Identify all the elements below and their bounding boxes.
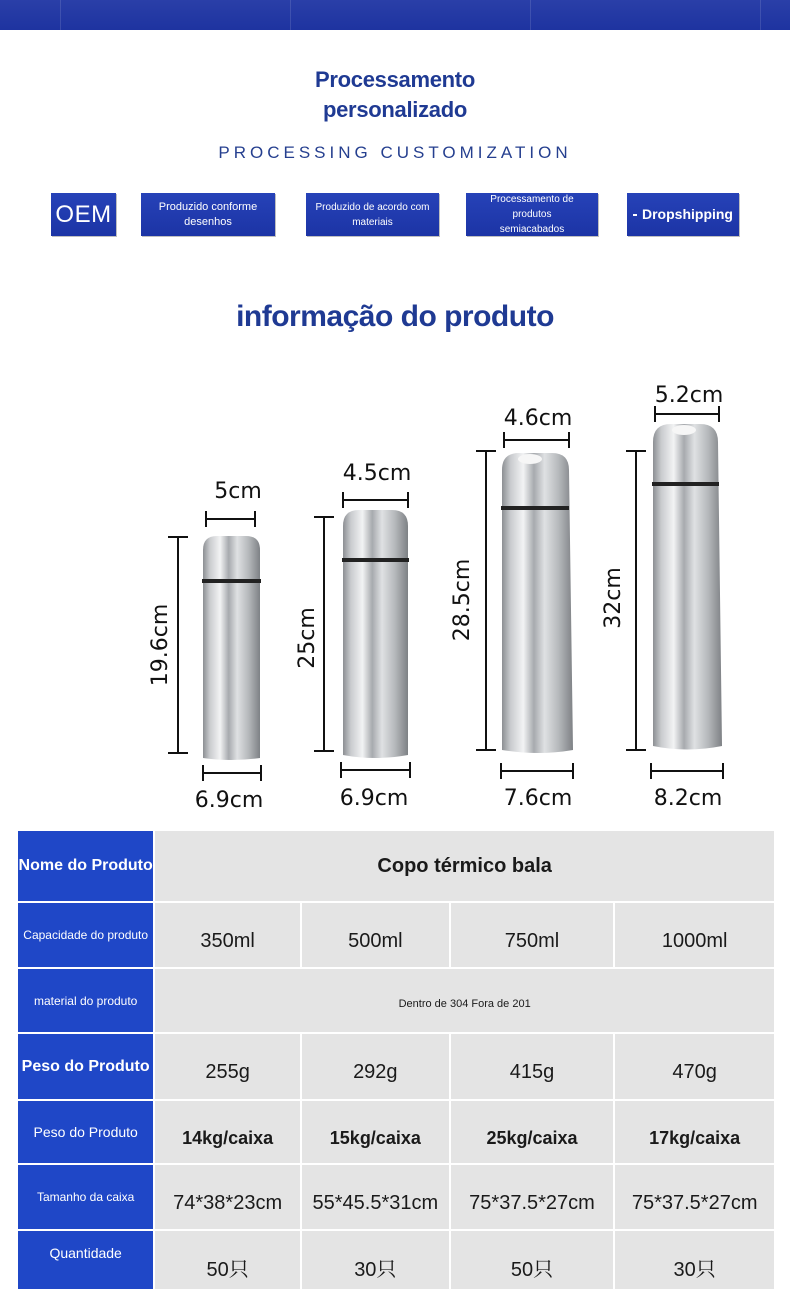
bottle-height-label: 25cm: [295, 607, 320, 669]
table-row: [17, 1100, 775, 1164]
table-row: [17, 902, 775, 968]
table-cell: 55*45.5*31cm: [301, 1164, 450, 1230]
table-row: [17, 1230, 775, 1290]
table-cell: 30只: [301, 1230, 450, 1290]
row-label: Peso do Produto: [17, 1033, 154, 1100]
tag-drawings: [141, 193, 275, 236]
product-info-title: informação do produto: [236, 300, 554, 333]
table-row: [17, 1033, 775, 1100]
bottle-top-width-label: 4.6cm: [503, 406, 573, 431]
tag-dropshipping: [627, 193, 739, 236]
banner-divider: [60, 0, 61, 30]
table-row: [17, 1164, 775, 1230]
bottle-dimensions-figure: [0, 370, 790, 825]
bottle-top-width-label: 5.2cm: [654, 383, 724, 408]
table-cell: 500ml: [301, 902, 450, 968]
table-cell: 255g: [154, 1033, 301, 1100]
row-label: Quantidade: [17, 1230, 154, 1290]
product-spec-table: [16, 829, 776, 1291]
processing-title-line1: Processamento: [315, 67, 475, 92]
bottle-body: [203, 536, 260, 760]
tag-oem-label: OEM: [55, 201, 112, 228]
banner-divider: [760, 0, 761, 30]
tag-drawings-line2: desenhos: [184, 215, 232, 228]
tag-materials-line1: Produzido de acordo com: [315, 201, 430, 213]
table-cell: 1000ml: [614, 902, 775, 968]
table-cell: 25kg/caixa: [450, 1100, 615, 1164]
bottle-750ml: [450, 406, 573, 811]
bottle-body: [343, 510, 408, 758]
bottle-height-label: 19.6cm: [148, 603, 173, 687]
bottle-bottom-width-label: 6.9cm: [339, 786, 409, 811]
tag-dropshipping-label: Dropshipping: [642, 206, 733, 222]
tag-oem: [51, 193, 116, 236]
bottle-top-width-label: 5cm: [214, 479, 262, 504]
table-cell: 15kg/caixa: [301, 1100, 450, 1164]
bottle-cap-ring: [652, 482, 719, 486]
row-label: Nome do Produto: [17, 830, 154, 902]
table-cell: 292g: [301, 1033, 450, 1100]
table-cell: 17kg/caixa: [614, 1100, 775, 1164]
row-label: material do produto: [17, 968, 154, 1033]
bottle-height-label: 28.5cm: [450, 558, 475, 642]
product-name-cell: Copo térmico bala: [154, 830, 775, 902]
table-cell: 14kg/caixa: [154, 1100, 301, 1164]
bottle-bottom-width-label: 8.2cm: [653, 786, 723, 811]
row-label: Capacidade do produto: [17, 902, 154, 968]
bottle-cap-ring: [342, 558, 409, 562]
table-row: [17, 968, 775, 1033]
table-cell: 50只: [450, 1230, 615, 1290]
table-cell: 75*37.5*27cm: [450, 1164, 615, 1230]
table-cell: 50只: [154, 1230, 301, 1290]
tag-materials-line2: materiais: [352, 216, 393, 228]
row-label: Peso do Produto: [17, 1100, 154, 1164]
table-cell: 74*38*23cm: [154, 1164, 301, 1230]
tag-drawings-line1: Produzido conforme: [158, 200, 258, 213]
bottle-bottom-width-label: 6.9cm: [194, 788, 264, 813]
processing-title-line2: personalizado: [322, 97, 468, 122]
table-cell: 470g: [614, 1033, 775, 1100]
top-banner-strip: [0, 0, 790, 30]
material-cell: Dentro de 304 Fora de 201: [154, 968, 775, 1033]
row-label: Tamanho da caixa: [17, 1164, 154, 1230]
bottle-1000ml: [601, 383, 723, 811]
processing-subtitle: PROCESSING CUSTOMIZATION: [218, 143, 572, 162]
table-cell: 750ml: [450, 902, 615, 968]
tag-semifinished: [466, 193, 598, 236]
bottle-350ml: [148, 479, 263, 813]
tag-semifinished-line1: Processamento de produtos: [490, 194, 574, 220]
banner-divider: [530, 0, 531, 30]
bottle-500ml: [295, 461, 411, 811]
tag-semifinished-line2: semiacabados: [499, 224, 565, 235]
dash-icon: [633, 214, 637, 216]
bottle-bottom-width-label: 7.6cm: [503, 786, 573, 811]
banner-divider: [290, 0, 291, 30]
bottle-body: [502, 453, 573, 753]
bottle-cap-ring: [202, 579, 261, 583]
tag-materials: [306, 193, 439, 236]
table-cell: 415g: [450, 1033, 615, 1100]
bottle-height-label: 32cm: [601, 567, 626, 629]
bottle-top-width-label: 4.5cm: [342, 461, 412, 486]
table-cell: 350ml: [154, 902, 301, 968]
table-cell: 75*37.5*27cm: [614, 1164, 775, 1230]
table-cell: 30只: [614, 1230, 775, 1290]
table-row: [17, 830, 775, 902]
bottle-body: [653, 424, 722, 750]
bottle-cap-ring: [501, 506, 569, 510]
processing-title: [0, 65, 790, 125]
